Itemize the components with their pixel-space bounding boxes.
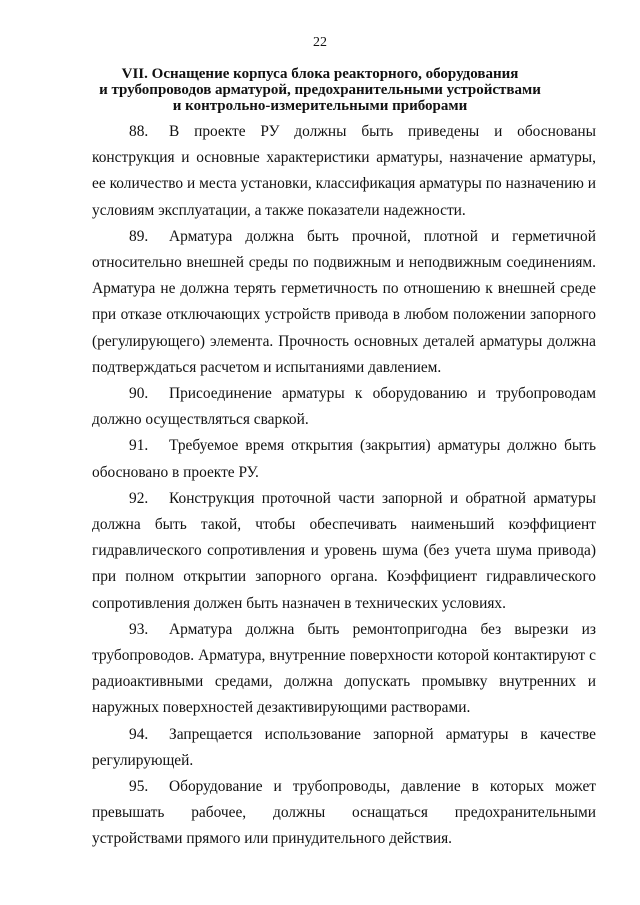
paragraph-number: 91. xyxy=(129,437,149,455)
section-heading-line-3: и контрольно-измерительными приборами xyxy=(172,98,468,114)
paragraph-number: 88. xyxy=(129,123,149,140)
paragraph-number: 92. xyxy=(129,489,149,507)
paragraph-94 xyxy=(92,722,596,774)
paragraph-text: Оборудование и трубопроводы, давление в которых может превышать рабочее, должны оснащаться предохранительными устройствами прямого или принудительного действия. xyxy=(92,778,596,848)
paragraph-number: 95. xyxy=(129,778,149,796)
paragraph-91 xyxy=(92,433,596,485)
page-number: 22 xyxy=(313,35,327,50)
paragraph-number: 93. xyxy=(129,620,149,638)
paragraph-text: Арматура должна быть ремонтопригодна без вырезки из трубопроводов. Арматура, внутренние поверхности которой контактируют с радиоактивными средами, должна допускать промывку внутренних и наружных поверхностей дезактивирующими растворами. xyxy=(92,620,596,717)
paragraph-text: Запрещается использование запорной арматуры в качестве регулирующей. xyxy=(92,725,596,769)
paragraph-number: 90. xyxy=(129,385,149,403)
section-heading-line-2: и трубопроводов арматурой, предохранительными устройствами xyxy=(99,82,541,98)
paragraph-95 xyxy=(92,774,596,853)
paragraph-text: Конструкция проточной части запорной и обратной арматуры должна быть такой, чтобы обеспечивать наименьший коэффициент гидравлического сопротивления и уровень шума (без учета шума привода) при полном открытии запорного органа. Коэффициент гидравлического сопротивления должен быть назначен в технических условиях. xyxy=(92,489,596,612)
paragraph-number: 94. xyxy=(129,725,149,743)
paragraph-text: Присоединение арматуры к оборудованию и трубопроводам должно осуществляться сваркой. xyxy=(92,385,596,429)
paragraph-89 xyxy=(92,224,596,381)
paragraph-92 xyxy=(92,486,596,617)
section-heading-line-1: VII. Оснащение корпуса блока реакторного, оборудования xyxy=(121,66,519,82)
section-heading xyxy=(92,66,548,114)
paragraph-number: 89. xyxy=(129,227,149,245)
paragraph-93 xyxy=(92,617,596,722)
body-text xyxy=(92,119,596,853)
paragraph-text: Требуемое время открытия (закрытия) арматуры должно быть обосновано в проекте РУ. xyxy=(92,437,596,481)
paragraph-text: Арматура должна быть прочной, плотной и герметичной относительно внешней среды по подвижным и неподвижным соединениям. Арматура не должна терять герметичность по отношению к внешней среде при отказе отключающих устройств привода в любом положении запорного (регулирующего) элемента. Прочность основных деталей арматуры должна подтверждаться расчетом и испытаниями давлением. xyxy=(92,227,596,376)
paragraph-90 xyxy=(92,381,596,433)
paragraph-text: В проекте РУ должны быть приведены и обоснованы конструкция и основные характеристики арматуры, назначение арматуры, ее количество и места установки, классификация арматуры по назначению и условиям эксплуатации, а также показатели надежности. xyxy=(92,123,596,219)
paragraph-88 xyxy=(92,119,596,224)
